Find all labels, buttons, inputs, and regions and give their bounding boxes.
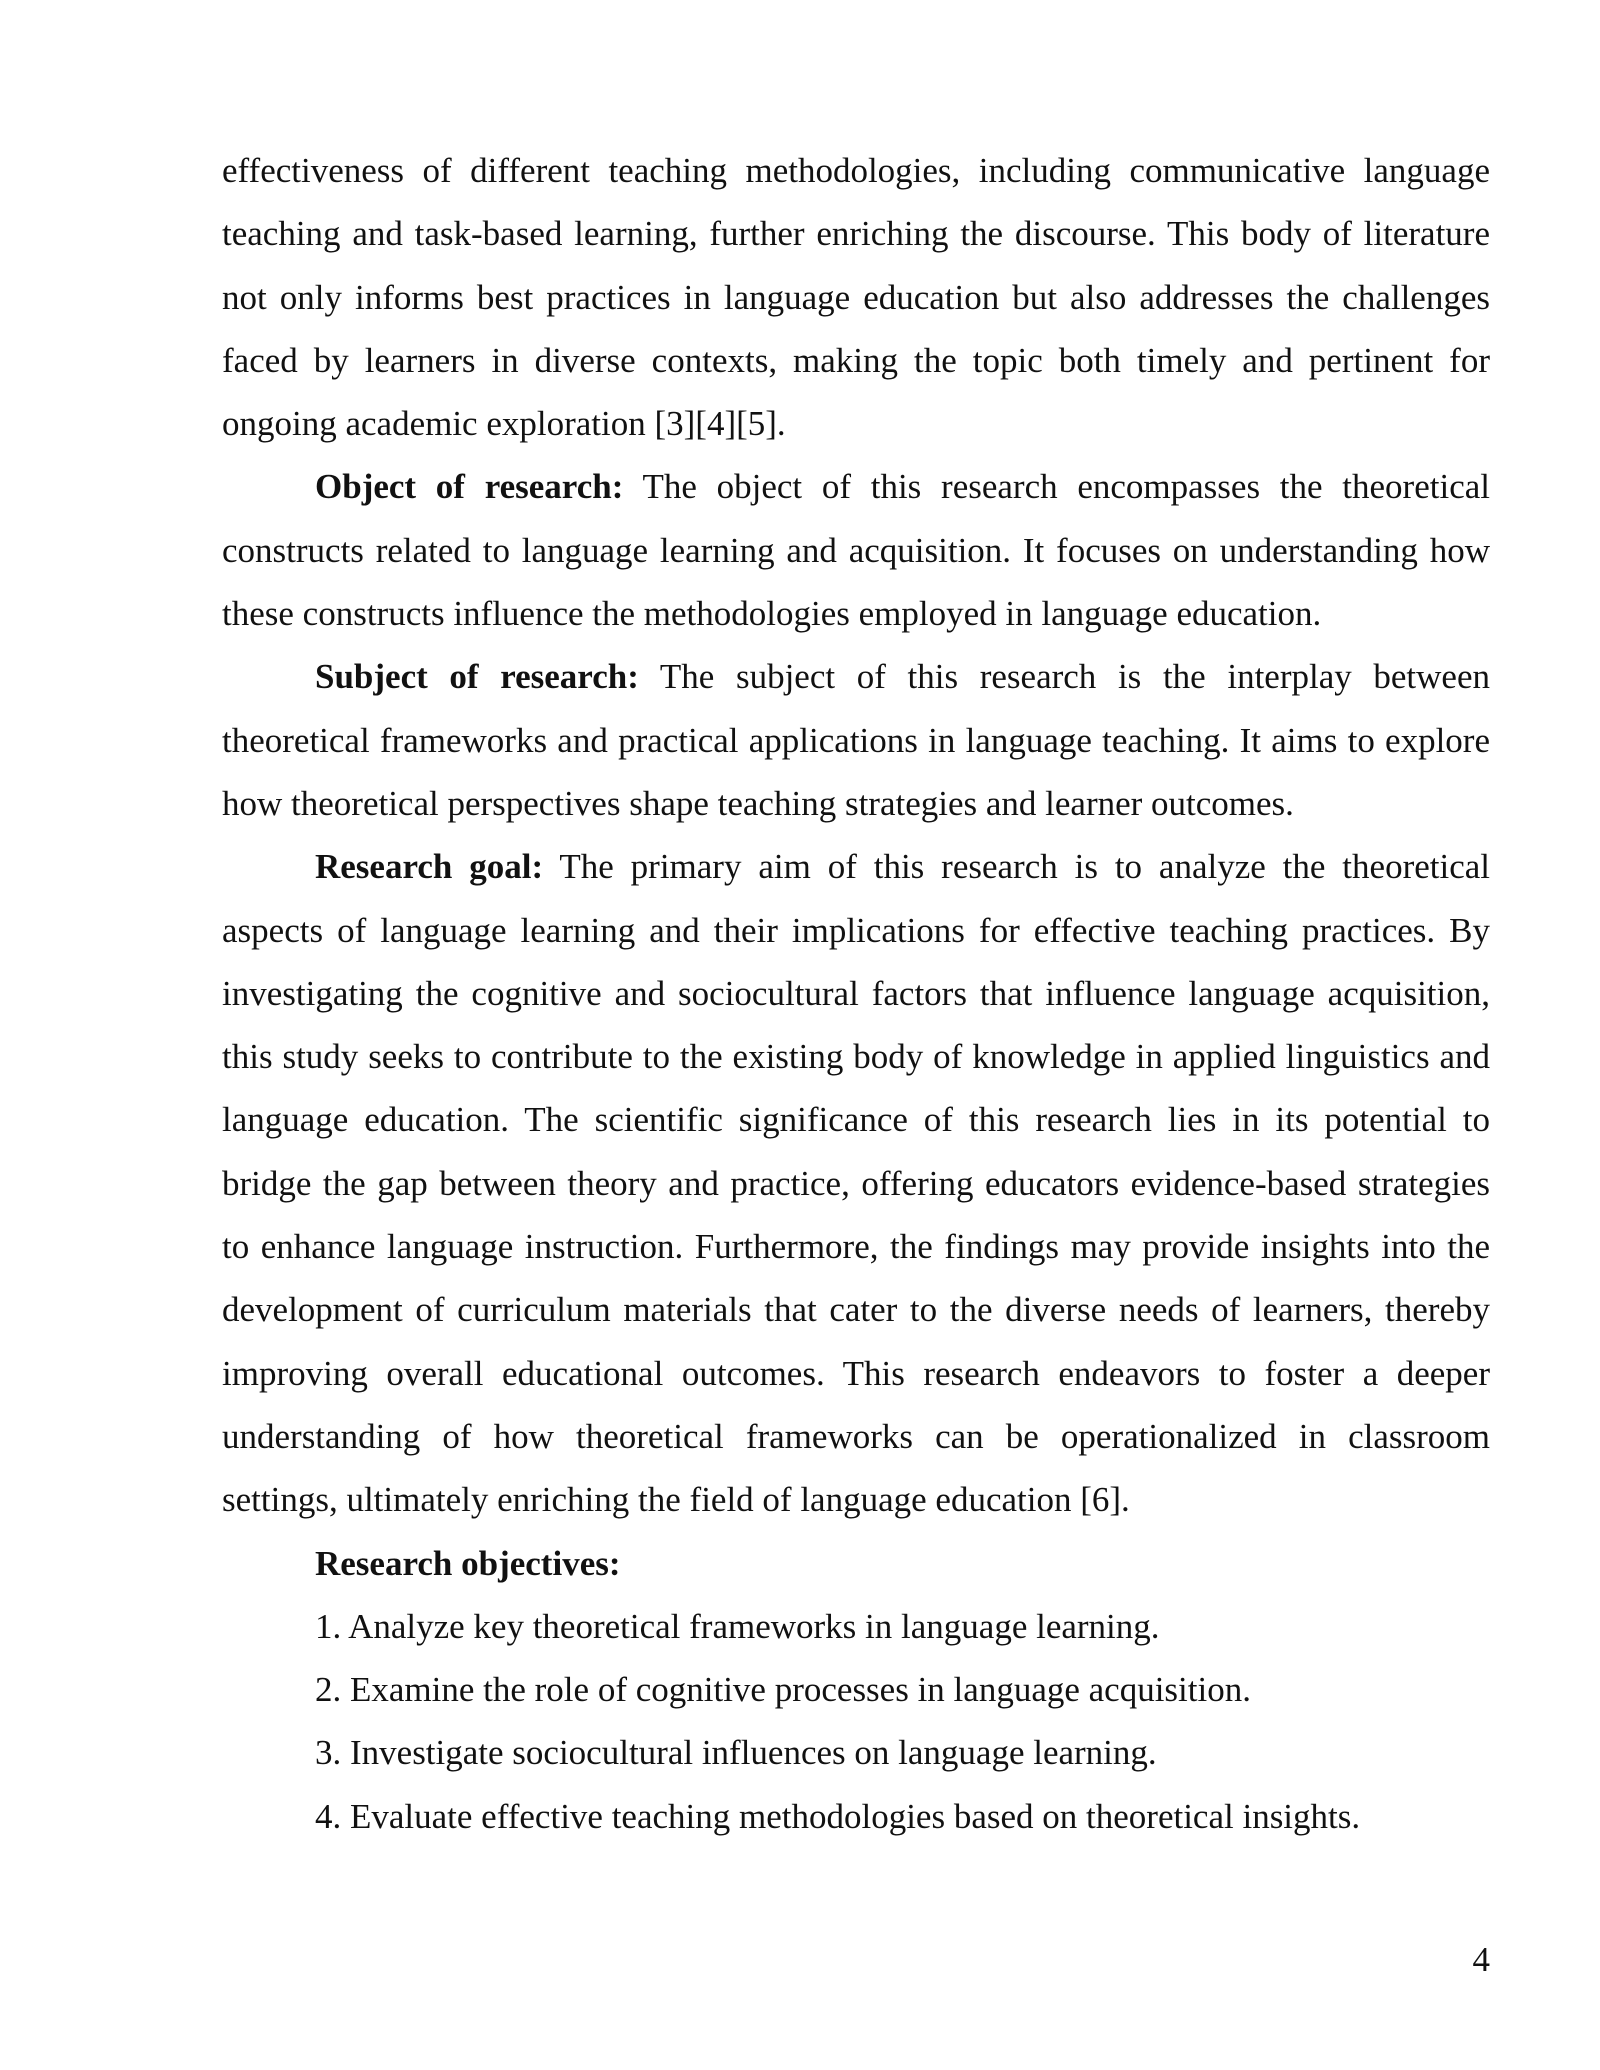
object-of-research-paragraph xyxy=(222,455,1490,645)
objective-item: 4. Evaluate effective teaching methodologies based on theoretical insights. xyxy=(315,1796,1361,1836)
research-goal-label: Research goal: xyxy=(315,847,544,887)
object-of-research-text: The object of this research encompasses the theoretical constructs related to language learning and acquisition. It focuses on understanding how these constructs influence the methodologies employed in language education. xyxy=(222,467,1490,634)
object-of-research-label: Object of research: xyxy=(315,467,624,507)
research-objectives-heading: Research objectives: xyxy=(315,1543,621,1583)
objective-item: 2. Examine the role of cognitive processes in language acquisition. xyxy=(315,1670,1251,1710)
objective-item: 1. Analyze key theoretical frameworks in language learning. xyxy=(315,1606,1160,1646)
page-number: 4 xyxy=(1472,1940,1490,1979)
subject-of-research-label: Subject of research: xyxy=(315,657,639,697)
intro-paragraph: effectiveness of different teaching methodologies, including communicative language teaching and task-based learning, further enriching the discourse. This body of literature not only informs best practices in language education but also addresses the challenges faced by learners in diverse contexts, making the topic both timely and pertinent for ongoing academic exploration [3][4][5]. xyxy=(222,151,1490,444)
research-objectives-list xyxy=(222,1595,1490,1848)
research-goal-text: The primary aim of this research is to analyze the theoretical aspects of language learning and their implications for effective teaching practices. By investigating the cognitive and sociocultural factors that influence language acquisition, this study seeks to contribute to the existing body of knowledge in applied linguistics and language education. The scientific significance of this research lies in its potential to bridge the gap between theory and practice, offering educators evidence-based strategies to enhance language instruction. Furthermore, the findings may provide insights into the development of curriculum materials that cater to the diverse needs of learners, thereby improving overall educational outcomes. This research endeavors to foster a deeper understanding of how theoretical frameworks can be operationalized in classroom settings, ultimately enriching the field of language education [6]. xyxy=(222,847,1490,1520)
objective-item: 3. Investigate sociocultural influences on language learning. xyxy=(315,1733,1157,1773)
research-goal-paragraph xyxy=(222,835,1490,1531)
subject-of-research-text: The subject of this research is the interplay between theoretical frameworks and practical applications in language teaching. It aims to explore how theoretical perspectives shape teaching strategies and learner outcomes. xyxy=(222,657,1490,823)
subject-of-research-paragraph xyxy=(222,645,1490,835)
page-body xyxy=(222,139,1490,1848)
